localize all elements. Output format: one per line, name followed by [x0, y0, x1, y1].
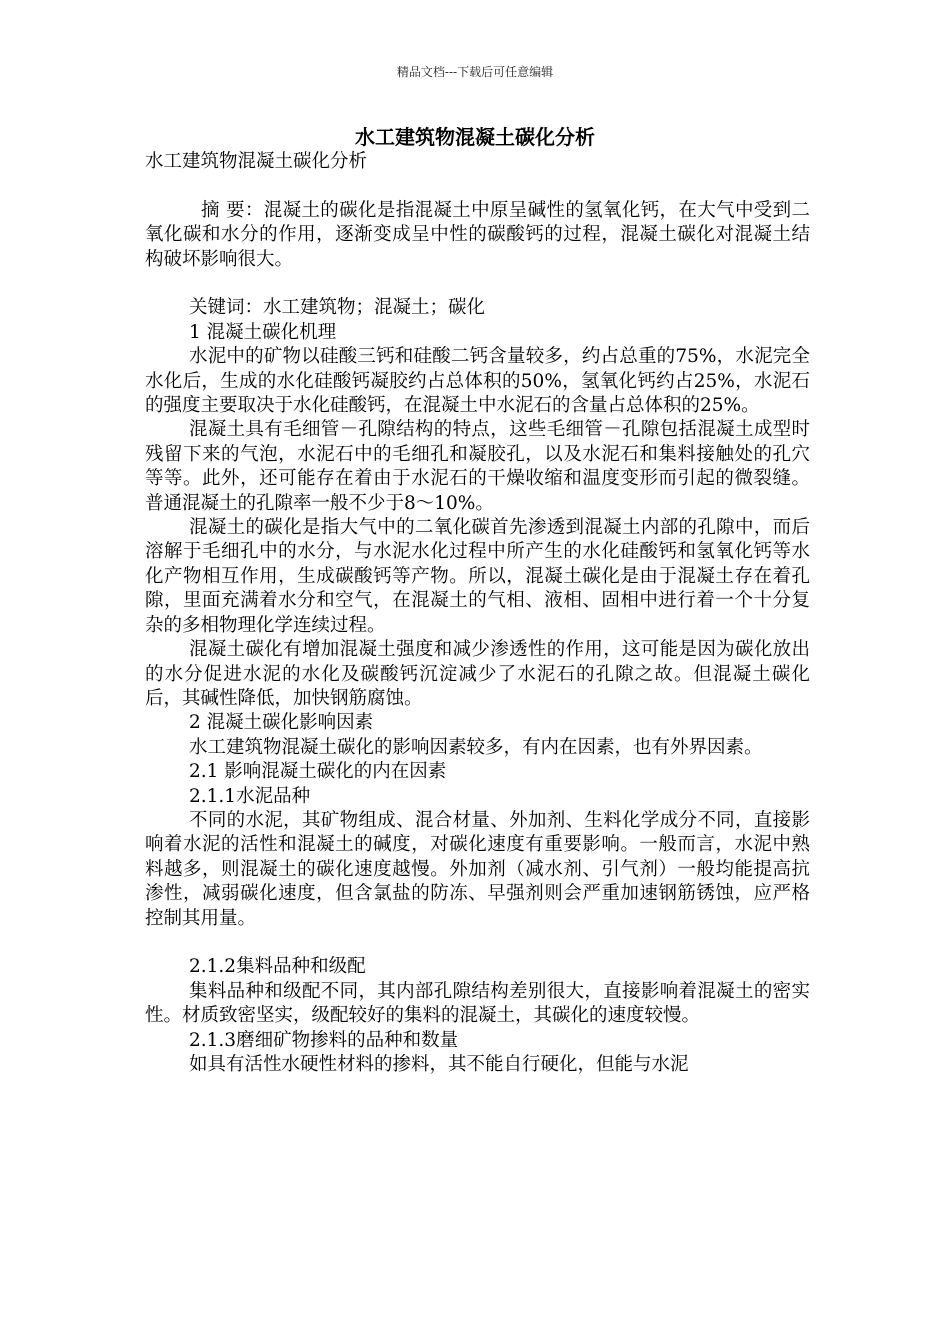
section-2-1-2-paragraph: 集料品种和级配不同，其内部孔隙结构差别很大，直接影响着混凝土的密实性。材质致密坚实，级配较好的集料的混凝土，其碳化的速度较慢。	[145, 980, 810, 1027]
document-body	[145, 150, 810, 1077]
section-1-paragraph: 混凝土具有毛细管－孔隙结构的特点，这些毛细管－孔隙包括混凝土成型时残留下来的气泡，水泥石中的毛细孔和凝胶孔，以及水泥石和集料接触处的孔穴等等。此外，还可能存在着由于水泥石的干燥收缩和温度变形而引起的微裂缝。普通混凝土的孔隙率一般不少于8～10%。	[145, 419, 810, 514]
abstract-paragraph: 摘 要：混凝土的碳化是指混凝土中原呈碱性的氢氧化钙，在大气中受到二氧化碳和水分的作用，逐渐变成呈中性的碳酸钙的过程，混凝土碳化对混凝土结构破坏影响很大。	[145, 199, 810, 270]
section-1-heading: 1 混凝土碳化机理	[189, 321, 337, 343]
document-title: 水工建筑物混凝土碳化分析	[355, 125, 595, 149]
keywords-line: 关键词：水工建筑物；混凝土；碳化	[189, 297, 486, 319]
section-1-paragraph: 混凝土碳化有增加混凝土强度和减少渗透性的作用，这可能是因为碳化放出的水分促进水泥的水化及碳酸钙沉淀减少了水泥石的孔隙之故。但混凝土碳化后，其碱性降低，加快钢筋腐蚀。	[145, 639, 810, 709]
section-1-paragraph: 混凝土的碳化是指大气中的二氧化碳首先渗透到混凝土内部的孔隙中，而后溶解于毛细孔中的水分，与水泥水化过程中所产生的水化硅酸钙和氢氧化钙等水化产物相互作用，生成碳酸钙等产物。所以，混凝土碳化是由于混凝土存在着孔隙，里面充满着水分和空气，在混凝土的气相、液相、固相中进行着一个十分复杂的多相物理化学连续过程。	[145, 517, 810, 636]
section-2-1-1-heading: 2.1.1水泥品种	[189, 785, 311, 807]
section-2-1-heading: 2.1 影响混凝土碳化的内在因素	[189, 761, 447, 783]
section-2-1-3-heading: 2.1.3磨细矿物掺料的品种和数量	[189, 1029, 459, 1051]
section-2-1-2-heading: 2.1.2集料品种和级配	[189, 956, 366, 978]
section-2-1-3-paragraph: 如具有活性水硬性材料的掺料，其不能自行硬化，但能与水泥	[189, 1053, 689, 1075]
page-header-note: 精品文档---下载后可任意编辑	[396, 65, 554, 79]
section-2-1-1-paragraph: 不同的水泥，其矿物组成、混合材量、外加剂、生料化学成分不同，直接影响着水泥的活性和混凝土的碱度，对碳化速度有重要影响。一般而言，水泥中熟料越多，则混凝土的碳化速度越慢。外加剂（减水剂、引气剂）一般均能提高抗渗性，减弱碳化速度，但含氯盐的防冻、早强剂则会严重加速钢筋锈蚀，应严格控制其用量。	[145, 809, 810, 929]
section-2-heading: 2 混凝土碳化影响因素	[189, 712, 374, 734]
section-2-paragraph: 水工建筑物混凝土碳化的影响因素较多，有内在因素，也有外界因素。	[189, 736, 763, 758]
section-1-paragraph: 水泥中的矿物以硅酸三钙和硅酸二钙含量较多，约占总重的75%，水泥完全水化后，生成的水化硅酸钙凝胶约占总体积的50%，氢氧化钙约占25%，水泥石的强度主要取决于水化硅酸钙，在混凝土中水泥石的含量占总体积的25%。	[145, 346, 810, 417]
document-subtitle: 水工建筑物混凝土碳化分析	[145, 151, 368, 172]
